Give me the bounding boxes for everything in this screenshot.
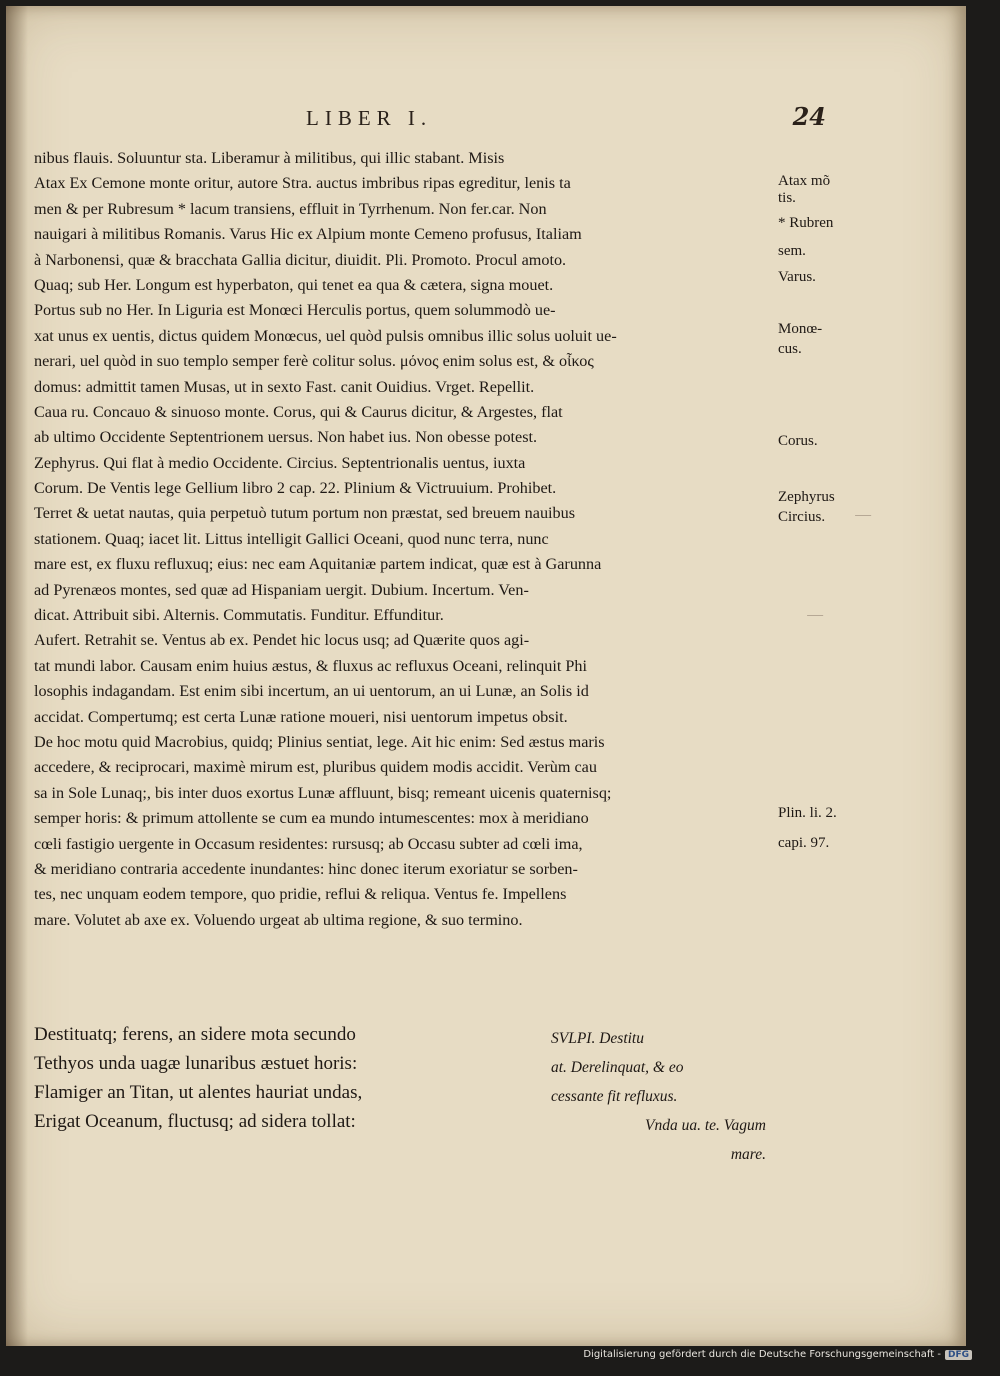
text-line: men & per Rubresum * lacum transiens, effluit in Tyrrhenum. Non fer.car. Non [34,199,547,218]
text-line: Destituatq; ferens, an sidere mota secundo [34,1024,356,1045]
handwritten-annotation: ⸺ [854,510,871,521]
margin-note: * Rubren [778,215,834,231]
text-line: at. Derelinquat, & eo [551,1059,684,1076]
margin-note: Plin. li. 2. [778,805,837,821]
running-header [166,102,826,140]
handwritten-annotation: ⸺ [806,610,823,621]
text-line: Erigat Oceanum, fluctusq; ad sidera tollat: [34,1111,356,1132]
text-line: Aufert. Retrahit se. Ventus ab ex. Pendet hic locus usq; ad Quærite quos agi- [34,631,530,650]
margin-note: Zephyrus [778,489,835,505]
text-line: Quaq; sub Her. Longum est hyperbaton, qui tenet ea qua & cætera, signa mouet. [34,275,554,294]
text-line: nibus flauis. Soluuntur sta. Liberamur à militibus, qui illic stabant. Misis [34,149,505,167]
text-line: Vnda ua. te. Vagum [645,1117,766,1134]
verse-block [34,1020,504,1136]
text-line: domus: admittit tamen Musas, ut in sexto Fast. canit Ouidius. Vrget. Repellit. [34,377,535,396]
text-line: sa in Sole Lunaq;, bis inter duos exortus Lunæ affluunt, bisq; remeant uicenis quaternisq; [34,783,612,802]
text-line: Corum. De Ventis lege Gellium libro 2 cap. 22. Plinium & Victruuium. Prohibet. [34,479,557,498]
text-line: Terret & uetat nautas, quia perpetuò tutum portum non præstat, sed breuem nauibus [34,504,576,523]
digitization-footer [583,1349,972,1360]
margin-note: tis. [778,190,796,206]
text-line: Atax Ex Cemone monte oritur, autore Stra. auctus imbribus ripas egreditur, lenis ta [34,174,571,193]
margin-note: capi. 97. [778,835,830,851]
text-line: tes, nec unquam eodem tempore, quo pridie, reflui & reliqua. Ventus fe. Impellens [34,885,567,904]
text-line: accidat. Compertumq; est certa Lunæ ratione moueri, nisi uentorum impetus obsit. [34,707,568,726]
text-line: losophis indagandam. Est enim sibi incertum, an ui uentorum, an ui Lunæ, an Solis id [34,682,589,701]
margin-note: Circius. [778,509,826,525]
margin-note: Atax mõ [778,173,831,189]
text-line: cœli fastigio uergente in Occasum residentes: rursusq; ab Occasu subter ad cœli ima, [34,834,583,853]
text-line: dicat. Attribuit sibi. Alternis. Commutatis. Funditur. Effunditur. [34,606,444,625]
book-page [6,6,966,1346]
commentary-text [34,146,782,933]
text-line: mare est, ex fluxu refluxuq; eius: nec eam Aquitaniæ partem indicat, quæ est à Garunna [34,555,602,574]
text-line: cessante fit refluxus. [551,1088,678,1105]
text-line: Tethyos unda uagæ lunaribus æstuet horis: [34,1053,358,1074]
text-line: tat mundi labor. Causam enim huius æstus, & fluxus ac refluxus Oceani, relinquit Phi [34,656,587,675]
text-line: nerari, uel quòd in suo templo semper ferè colitur solus. μόνος enim solus est, & οἶκος [34,352,594,371]
running-title: LIBER I. [306,106,433,130]
text-line: accedere, & reciprocari, maximè mirum est, pluribus quidem modis accidit. Verùm cau [34,758,597,777]
margin-note: Corus. [778,433,818,449]
text-line: Caua ru. Concauo & sinuoso monte. Corus, qui & Caurus dicitur, & Argestes, flat [34,402,563,421]
text-line: ad Pyrenæos montes, sed quæ ad Hispaniam uergit. Dubium. Incertum. Ven- [34,580,529,599]
margin-note: cus. [778,341,802,357]
text-line: SVLPI. Destitu [551,1030,644,1047]
text-line: mare. [730,1146,766,1163]
text-line: nauigari à militibus Romanis. Varus Hic ex Alpium monte Cemeno profusus, Italiam [34,225,582,244]
dfg-logo: DFG [945,1350,972,1360]
text-line: semper horis: & primum attollente se cum ea mundo intumescentes: mox à meridiano [34,809,589,828]
margin-note: sem. [778,243,806,259]
verse-commentary [551,1024,766,1169]
text-line: stationem. Quaq; iacet lit. Littus intelligit Gallici Oceani, quod nunc terra, nunc [34,529,549,548]
page-spine-shadow [6,6,28,1346]
page-number: 24 [792,102,826,131]
margin-note: Varus. [778,269,816,285]
text-line: & meridiano contraria accedente inundantes: hinc donec iterum exoriatur se sorben- [34,859,578,878]
margin-note: Monœ- [778,321,823,337]
text-line: Flamiger an Titan, ut alentes hauriat undas, [34,1082,363,1103]
text-line: xat unus ex uentis, dictus quidem Monœcus, uel quòd pulsis omnibus illic solus uoluit ue- [34,326,617,345]
text-line: mare. Volutet ab axe ex. Voluendo urgeat ab ultima regione, & suo termino. [34,910,523,929]
footer-text: Digitalisierung gefördert durch die Deutsche Forschungsgemeinschaft - [583,1349,941,1360]
text-line: De hoc motu quid Macrobius, quidq; Plinius sentiat, lege. Ait hic enim: Sed æstus maris [34,732,605,751]
text-line: Zephyrus. Qui flat à medio Occidente. Circius. Septentrionalis uentus, iuxta [34,453,526,472]
text-line: Portus sub no Her. In Liguria est Monœci Herculis portus, quem solummodò ue- [34,301,556,320]
text-line: ab ultimo Occidente Septentrionem uersus. Non habet ius. Non obesse potest. [34,428,538,447]
text-line: à Narbonensi, quæ & bracchata Gallia dicitur, diuidit. Pli. Promoto. Procul amoto. [34,250,567,269]
